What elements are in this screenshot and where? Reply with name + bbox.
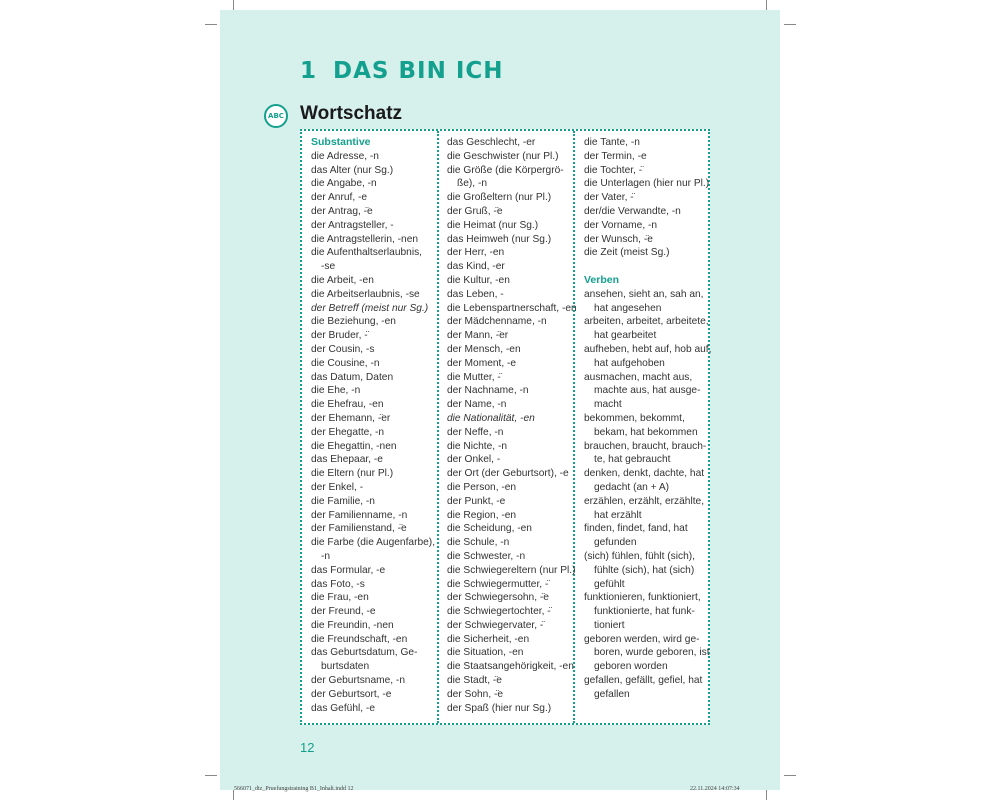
vocab-entry: die Cousine, -n [311, 357, 380, 369]
vocab-entry: gefallen [594, 688, 630, 700]
vocab-entry: die Großeltern (nur Pl.) [447, 192, 552, 204]
vocab-entry: funktionierte, hat funk- [594, 606, 695, 618]
vocab-entry: die Unterlagen (hier nur Pl.) [584, 178, 710, 190]
vocab-entry: finden, findet, fand, hat [584, 523, 688, 535]
vocab-entry: burtsdaten [321, 661, 370, 673]
vocab-entry: das Alter (nur Sg.) [311, 164, 394, 176]
vocab-entry: funktionieren, funktioniert, [584, 592, 701, 604]
crop-mark [205, 24, 217, 25]
vocab-entry: bekam, hat bekommen [594, 426, 698, 438]
vocab-column-3 [584, 136, 712, 702]
vocab-entry: der Punkt, -e [447, 495, 506, 507]
vocab-entry: machte aus, hat ausge- [594, 385, 701, 397]
crop-mark [784, 24, 796, 25]
vocab-entry: der Geburtsort, -e [311, 688, 392, 700]
vocab-entry: die Schwester, -n [447, 550, 526, 562]
vocab-entry: die Schwiegermutter, -̈ [447, 578, 549, 590]
vocab-entry: der Anruf, -e [311, 192, 368, 204]
vocab-entry: die Ehegattin, -nen [311, 440, 397, 452]
vocab-entry: der Antragsteller, - [311, 219, 394, 231]
crop-mark [784, 775, 796, 776]
vocab-entry: der Geburtsname, -n [311, 675, 405, 687]
vocab-entry: das Leben, - [447, 288, 504, 300]
vocab-entry: die Antragstellerin, -nen [311, 233, 419, 245]
vocab-entry: die Nationalität, -en [447, 412, 535, 424]
vocab-entry: der Spaß (hier nur Sg.) [447, 702, 552, 714]
vocab-entry: der Wunsch, -̈e [584, 233, 653, 245]
vocab-entry: die Ehefrau, -en [311, 399, 384, 411]
abc-icon-label: ABC [268, 112, 284, 120]
column-divider [437, 131, 439, 723]
vocab-entry: der Name, -n [447, 399, 507, 411]
vocab-entry: die Region, -en [447, 509, 517, 521]
vocab-entry: die Schwiegertochter, -̈ [447, 606, 551, 618]
vocab-entry: das Gefühl, -e [311, 702, 375, 714]
vocab-entry: gefühlt [594, 578, 625, 590]
vocab-entry: das Foto, -s [311, 578, 365, 590]
vocab-entry: fühlte (sich), hat (sich) [594, 564, 695, 576]
vocab-entry: der Schwiegersohn, -̈e [447, 592, 549, 604]
vocab-entry: der Antrag, -̈e [311, 205, 373, 217]
vocab-entry: der Ehegatte, -n [311, 426, 385, 438]
vocab-entry: die Lebenspartnerschaft, -en [447, 302, 577, 314]
vocab-entry: der Neffe, -n [447, 426, 504, 438]
vocab-entry: gedacht (an + A) [594, 481, 670, 493]
vocab-entry: die Sicherheit, -en [447, 633, 530, 645]
vocab-entry: der Onkel, - [447, 454, 501, 466]
vocab-entry: das Datum, Daten [311, 371, 394, 383]
vocab-entry: der Ort (der Geburtsort), -e [447, 468, 569, 480]
vocab-entry: macht [594, 399, 622, 411]
vocab-entry: ansehen, sieht an, sah an, [584, 288, 704, 300]
vocab-entry: das Kind, -er [447, 261, 505, 273]
vocab-entry: das Geschlecht, -er [447, 137, 536, 148]
page-number: 12 [300, 740, 315, 755]
vocab-entry: die Nichte, -n [447, 440, 508, 452]
vocab-entry: der Cousin, -s [311, 343, 375, 355]
vocab-entry: das Formular, -e [311, 564, 386, 576]
vocab-entry: der Vorname, -n [584, 219, 658, 231]
vocab-entry: die Situation, -en [447, 647, 524, 659]
vocabulary-box [300, 129, 710, 725]
vocab-entry: die Kultur, -en [447, 274, 510, 286]
footer-timestamp: 22.11.2024 14:07:34 [690, 786, 740, 792]
vocab-heading: Substantive [311, 136, 371, 148]
vocab-entry: aufheben, hebt auf, hob auf, [584, 343, 712, 355]
vocab-entry: die Heimat (nur Sg.) [447, 219, 539, 231]
vocab-entry: ausmachen, macht aus, [584, 371, 693, 383]
vocab-entry: -n [321, 550, 331, 562]
vocab-entry: geboren werden, wird ge- [584, 633, 700, 645]
vocab-column-2 [447, 136, 577, 715]
column-divider [573, 131, 575, 723]
vocab-entry: der Freund, -e [311, 606, 376, 618]
vocab-entry: gefallen, gefällt, gefiel, hat [584, 675, 703, 687]
vocab-entry: die Arbeit, -en [311, 274, 374, 286]
chapter-number: 1 [300, 58, 318, 84]
vocab-entry: die Tante, -n [584, 137, 640, 148]
vocab-entry: der Ehemann, -̈er [311, 412, 391, 424]
chapter-title: DAS BIN ICH [333, 58, 504, 84]
vocab-entry: der Enkel, - [311, 481, 364, 493]
vocab-entry: die Ehe, -n [311, 385, 361, 397]
vocab-entry: das Heimweh (nur Sg.) [447, 233, 552, 245]
vocab-entry: der Betreff (meist nur Sg.) [311, 302, 429, 314]
vocab-entry: die Schule, -n [447, 537, 510, 549]
vocab-entry: der Moment, -e [447, 357, 517, 369]
vocab-entry: die Freundin, -nen [311, 619, 394, 631]
vocab-entry: die Schwiegereltern (nur Pl.) [447, 564, 576, 576]
vocab-entry: die Mutter, -̈ [447, 371, 501, 383]
vocab-entry: erzählen, erzählt, erzählte, [584, 495, 705, 507]
vocab-entry: hat erzählt [594, 509, 642, 521]
vocab-heading: Verben [584, 273, 620, 286]
vocab-entry: geboren worden [594, 661, 668, 673]
vocab-entry: die Staatsangehörigkeit, -en [447, 661, 574, 673]
vocab-entry: der Gruß, -̈e [447, 205, 503, 217]
vocab-entry: brauchen, braucht, brauch- [584, 440, 707, 452]
vocab-entry: bekommen, bekommt, [584, 412, 685, 424]
vocab-spacer [584, 260, 708, 274]
vocab-entry: die Arbeitserlaubnis, -se [311, 288, 420, 300]
vocab-entry: die Adresse, -n [311, 150, 379, 162]
vocab-entry: der Mensch, -en [447, 343, 521, 355]
vocab-entry: gefunden [594, 537, 637, 549]
vocab-entry: der Mann, -̈er [447, 330, 509, 342]
vocab-entry: das Ehepaar, -e [311, 454, 383, 466]
vocab-entry: te, hat gebraucht [594, 454, 671, 466]
vocab-entry: der Schwiegervater, -̈ [447, 619, 544, 631]
vocab-entry: der Termin, -e [584, 150, 647, 162]
vocab-entry: die Familie, -n [311, 495, 375, 507]
vocab-entry: die Größe (die Körpergrö- [447, 164, 564, 176]
vocab-entry: boren, wurde geboren, ist [594, 647, 710, 659]
crop-mark [205, 775, 217, 776]
vocab-entry: hat aufgehoben [594, 357, 665, 369]
vocab-entry: der Familienstand, -̈e [311, 523, 407, 535]
abc-icon [264, 104, 288, 128]
vocab-entry: ße), -n [457, 178, 488, 190]
vocab-entry: die Tochter, -̈ [584, 164, 643, 176]
vocab-entry: die Angabe, -n [311, 178, 377, 190]
vocab-entry: die Zeit (meist Sg.) [584, 247, 670, 259]
vocab-entry: arbeiten, arbeitet, arbeitete, [584, 316, 709, 328]
vocab-entry: der Herr, -en [447, 247, 505, 259]
vocab-entry: die Frau, -en [311, 592, 369, 604]
vocab-entry: der Bruder, -̈ [311, 330, 368, 342]
vocab-entry: der Vater, -̈ [584, 192, 634, 204]
vocab-entry: der Familienname, -n [311, 509, 408, 521]
vocab-entry: (sich) fühlen, fühlt (sich), [584, 550, 695, 562]
vocab-entry: hat angesehen [594, 302, 662, 314]
vocab-entry: die Scheidung, -en [447, 523, 532, 535]
vocab-entry: der Mädchenname, -n [447, 316, 547, 328]
vocab-entry: die Geschwister (nur Pl.) [447, 150, 559, 162]
section-title: Wortschatz [300, 103, 403, 124]
vocab-entry: die Eltern (nur Pl.) [311, 468, 394, 480]
vocab-entry: das Geburtsdatum, Ge- [311, 647, 418, 659]
vocab-entry: der/die Verwandte, -n [584, 205, 681, 217]
vocab-entry: die Farbe (die Augenfarbe), [311, 537, 436, 549]
vocab-entry: die Aufenthaltserlaubnis, [311, 247, 423, 259]
vocab-entry: der Nachname, -n [447, 385, 529, 397]
footer-file-info: 566071_dtz_Pruefungstraining B1_Inhalt.indd 12 [234, 786, 354, 792]
vocab-entry: denken, denkt, dachte, hat [584, 468, 705, 480]
vocab-entry: die Beziehung, -en [311, 316, 396, 328]
vocab-entry: die Person, -en [447, 481, 517, 493]
chapter-heading [300, 58, 504, 84]
vocab-entry: tioniert [594, 619, 625, 631]
vocab-entry: der Sohn, -̈e [447, 688, 504, 700]
vocab-entry: die Freundschaft, -en [311, 633, 408, 645]
vocab-entry: -se [321, 261, 336, 273]
vocab-entry: hat gearbeitet [594, 330, 657, 342]
vocab-entry: die Stadt, -̈e [447, 675, 502, 687]
vocab-column-1 [311, 136, 435, 715]
